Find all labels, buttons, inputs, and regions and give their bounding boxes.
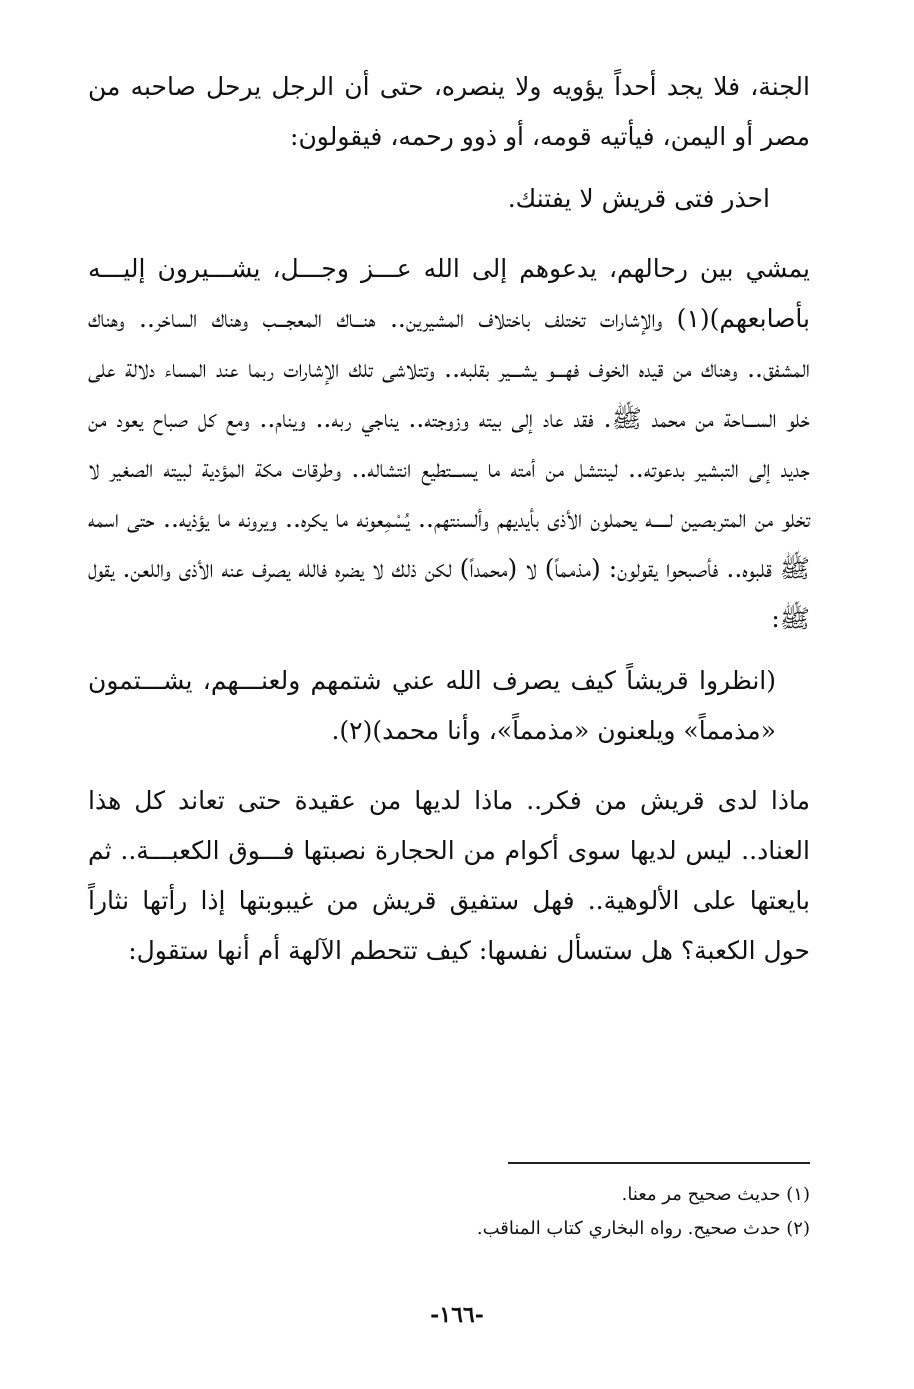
footnote-2: (٢) حدث صحيح. رواه البخاري كتاب المناقب. — [476, 1218, 810, 1239]
page-number: -١٦٦- — [430, 1302, 484, 1328]
quoted-warning: احذر فتى قريش لا يفتنك. — [507, 184, 770, 213]
paragraph-1: الجنة، فلا يجد أحداً يؤويه ولا ينصره، حتى أن الرجل يرحل صاحبه من مصر أو اليمن، فيأتيه قومه، أو ذوو رحمه، فيقولون: — [88, 72, 810, 151]
footnote-divider — [508, 1162, 810, 1164]
footnote-1: (١) حديث صحيح مر معنا. — [621, 1184, 810, 1205]
footnotes — [110, 1178, 810, 1246]
hadith-quote: (انظروا قريشاً كيف يصرف الله عني شتمهم ولعنـــهم، يشـــتمون «مذمماً» ويلعنون «مذمماً»، وأنا محمد)(٢). — [88, 666, 776, 745]
paragraph-3: ماذا لدى قريش من فكر.. ماذا لديها من عقيدة حتى تعاند كل هذا العناد.. ليس لديها سوى أكوام من الحجارة نصبتها فـــوق الكعبـــة.. ثم بايعتها على الألوهية.. فهل ستفيق قريش من غيبوبتها إذا رأتها نثاراً حول الكعبة؟ هل ستسأل نفسها: كيف تتحطم الآلهة أم أنها ستقول: — [88, 786, 810, 965]
paragraph-2: يمشي بين رحالهم، يدعوهم إلى الله عـــز وجـــل، يشـــيرون إليـــه بأصابعهم)(١) والإشارات تختلف باختلاف المشيرين.. هنـــاك المعجـــب وهناك الساخر.. وهناك المشفق.. وهناك من قيده الخوف فهـــو يشـــير بقلبه.. وتتلاشى تلك الإشارات ربما عند المساء دلالة على خلو الســـاحة من محمد ﷺ. فقد عاد إلى بيته وزوجته.. يناجي ربه.. وينام.. ومع كل صباح يعود من جديد إلى التبشير بدعوته.. لينتشل من أمته ما يســـتطيع انتشاله.. وطرقات مكة المؤدية لبيته الصغير لا تخلو من المتربصين لـــــه يحملون الأذى بأيديهم وألسنتهم.. يُسْمِعونه ما يكره.. ويرونه ما يؤذيه.. حتى اسمه ﷺ قلبوه.. فأصبحوا يقولون: (مذمماً) لا (محمداً) لكن ذلك لا يضره فالله يصرف عنه الأذى واللعن. يقول ﷺ: — [88, 254, 810, 633]
page-body — [88, 62, 810, 976]
